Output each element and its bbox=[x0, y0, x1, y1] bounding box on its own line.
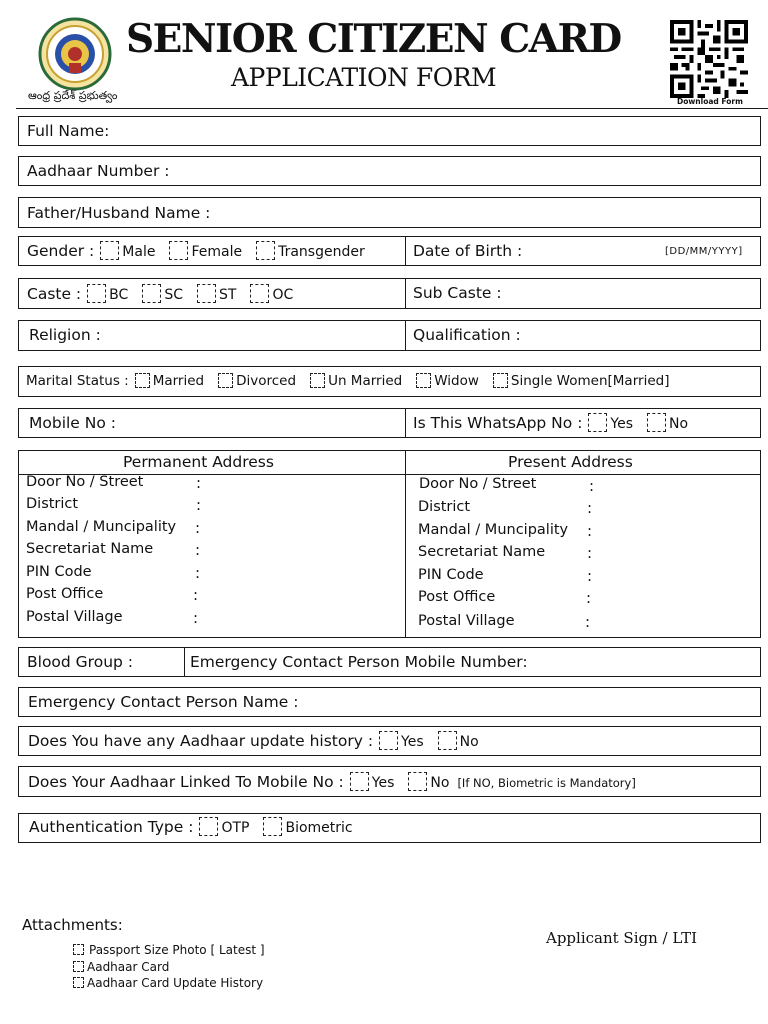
caste-sc-checkbox[interactable] bbox=[142, 284, 161, 303]
dob-label: Date of Birth : bbox=[413, 242, 523, 260]
permanent-colon: : bbox=[195, 519, 201, 537]
auth-type-label: Authentication Type : bbox=[29, 818, 194, 836]
marital-single-women-checkbox[interactable] bbox=[493, 373, 508, 388]
gender-group bbox=[27, 241, 365, 262]
applicant-sign-label: Applicant Sign / LTI bbox=[546, 929, 698, 947]
present-pin-label: PIN Code bbox=[418, 567, 484, 583]
blood-group-label: Blood Group : bbox=[27, 653, 134, 671]
permanent-mandal-label: Mandal / Muncipality bbox=[26, 519, 177, 535]
qr-code[interactable] bbox=[669, 20, 749, 98]
emergency-name-label: Emergency Contact Person Name : bbox=[28, 693, 299, 711]
auth-biometric-label: Biometric bbox=[285, 820, 353, 836]
qr-caption: Download Form bbox=[677, 97, 743, 106]
present-colon: : bbox=[587, 499, 593, 517]
marital-single-women-label: Single Women[Married] bbox=[510, 373, 670, 389]
gender-transgender-label: Transgender bbox=[278, 244, 365, 260]
aadhaar-linked-yes-checkbox[interactable] bbox=[350, 772, 369, 791]
marital-widow-checkbox[interactable] bbox=[416, 373, 431, 388]
gender-female-label: Female bbox=[191, 244, 243, 260]
emblem-caption: ఆంధ్ర ప్రదేశ్ ప్రభుత్వం bbox=[28, 89, 118, 102]
gender-female-checkbox[interactable] bbox=[169, 241, 188, 260]
aadhaar-linked-no-label: No bbox=[430, 775, 450, 791]
permanent-colon: : bbox=[195, 541, 201, 559]
permanent-colon: : bbox=[193, 586, 199, 604]
present-address-title: Present Address bbox=[508, 453, 633, 471]
whatsapp-yes-label: Yes bbox=[610, 416, 634, 432]
attachment-list bbox=[73, 942, 265, 992]
whatsapp-yes-checkbox[interactable] bbox=[588, 413, 607, 432]
attachment-aadhaar-checkbox[interactable] bbox=[73, 961, 84, 972]
whatsapp-group bbox=[413, 413, 688, 434]
aadhaar-update-yes-checkbox[interactable] bbox=[379, 731, 398, 750]
present-village-label: Postal Village bbox=[418, 613, 515, 629]
marital-status-group bbox=[26, 371, 669, 391]
present-door-no-label: Door No / Street bbox=[419, 476, 537, 492]
religion-label: Religion : bbox=[29, 326, 101, 344]
address-divider bbox=[405, 450, 406, 638]
attachment-aadhaar-label: Aadhaar Card bbox=[87, 959, 170, 974]
attachment-history-label: Aadhaar Card Update History bbox=[87, 976, 264, 990]
caste-oc-checkbox[interactable] bbox=[250, 284, 269, 303]
gender-male-checkbox[interactable] bbox=[100, 241, 119, 260]
header-divider bbox=[16, 108, 768, 109]
marital-married-checkbox[interactable] bbox=[135, 373, 150, 388]
attachment-photo-checkbox[interactable] bbox=[73, 944, 84, 955]
gender-dob-divider bbox=[405, 236, 406, 266]
qualification-label: Qualification : bbox=[413, 326, 521, 344]
present-post-office-label: Post Office bbox=[418, 589, 496, 605]
caste-oc-label: OC bbox=[272, 287, 294, 303]
whatsapp-no-checkbox[interactable] bbox=[647, 413, 666, 432]
aadhaar-update-no-label: No bbox=[459, 734, 479, 750]
marital-unmarried-label: Un Married bbox=[328, 373, 403, 389]
attachments-title: Attachments: bbox=[22, 916, 123, 934]
religion-row bbox=[18, 320, 761, 351]
caste-group bbox=[27, 284, 293, 305]
auth-biometric-checkbox[interactable] bbox=[263, 817, 282, 836]
father-husband-name-label: Father/Husband Name : bbox=[27, 204, 211, 222]
present-mandal-label: Mandal / Muncipality bbox=[418, 522, 569, 538]
permanent-district-label: District bbox=[26, 496, 79, 512]
auth-type-group bbox=[29, 817, 353, 838]
sub-caste-label: Sub Caste : bbox=[413, 284, 502, 302]
aadhaar-number-label: Aadhaar Number : bbox=[27, 162, 170, 180]
aadhaar-update-yes-label: Yes bbox=[401, 734, 424, 750]
mobile-label: Mobile No : bbox=[29, 414, 116, 432]
present-colon: : bbox=[586, 589, 592, 607]
caste-divider bbox=[405, 278, 406, 309]
mobile-divider bbox=[405, 408, 406, 438]
marital-widow-label: Widow bbox=[434, 373, 479, 389]
auth-otp-label: OTP bbox=[221, 820, 250, 836]
permanent-secretariat-label: Secretariat Name bbox=[26, 541, 154, 557]
permanent-address-title: Permanent Address bbox=[123, 453, 274, 471]
present-colon: : bbox=[587, 522, 593, 540]
present-colon: : bbox=[589, 477, 595, 495]
permanent-colon: : bbox=[196, 474, 202, 492]
present-district-label: District bbox=[418, 499, 471, 515]
marital-divorced-label: Divorced bbox=[236, 373, 297, 389]
permanent-village-label: Postal Village bbox=[26, 609, 123, 625]
aadhaar-linked-group bbox=[28, 772, 636, 793]
emergency-mobile-label: Emergency Contact Person Mobile Number: bbox=[190, 653, 528, 671]
attachment-item bbox=[73, 942, 265, 959]
permanent-pin-label: PIN Code bbox=[26, 564, 92, 580]
attachment-item bbox=[73, 959, 265, 976]
aadhaar-linked-no-checkbox[interactable] bbox=[408, 772, 427, 791]
marital-married-label: Married bbox=[152, 373, 205, 389]
attachment-history-checkbox[interactable] bbox=[73, 977, 84, 988]
aadhaar-update-label: Does You have any Aadhaar update history : bbox=[28, 732, 374, 750]
blood-group-divider bbox=[184, 647, 185, 677]
gender-transgender-checkbox[interactable] bbox=[256, 241, 275, 260]
aadhaar-linked-label: Does Your Aadhaar Linked To Mobile No : bbox=[28, 773, 344, 791]
caste-st-label: ST bbox=[218, 287, 237, 303]
caste-st-checkbox[interactable] bbox=[197, 284, 216, 303]
auth-otp-checkbox[interactable] bbox=[199, 817, 218, 836]
aadhaar-linked-note: [If NO, Biometric is Mandatory] bbox=[457, 776, 636, 790]
form-title: SENIOR CITIZEN CARD bbox=[126, 16, 621, 62]
marital-status-label: Marital Status : bbox=[26, 373, 129, 389]
aadhaar-linked-yes-label: Yes bbox=[371, 775, 395, 791]
caste-bc-checkbox[interactable] bbox=[87, 284, 106, 303]
attachment-item bbox=[73, 975, 265, 992]
permanent-door-no-label: Door No / Street bbox=[26, 474, 144, 490]
present-colon: : bbox=[585, 613, 591, 631]
dob-input[interactable] bbox=[540, 240, 660, 262]
whatsapp-no-label: No bbox=[669, 416, 689, 432]
dob-format-hint: [DD/MM/YYYY] bbox=[665, 246, 743, 257]
permanent-colon: : bbox=[196, 496, 202, 514]
present-colon: : bbox=[587, 567, 593, 585]
full-name-label: Full Name: bbox=[27, 122, 110, 140]
marital-unmarried-checkbox[interactable] bbox=[310, 373, 325, 388]
gender-label: Gender : bbox=[27, 242, 95, 260]
aadhaar-update-no-checkbox[interactable] bbox=[438, 731, 457, 750]
religion-divider bbox=[405, 320, 406, 351]
present-secretariat-label: Secretariat Name bbox=[418, 544, 546, 560]
form-subtitle: APPLICATION FORM bbox=[231, 63, 497, 92]
qr-code-icon bbox=[669, 20, 749, 98]
caste-label: Caste : bbox=[27, 285, 82, 303]
gender-male-label: Male bbox=[122, 244, 156, 260]
present-colon: : bbox=[587, 544, 593, 562]
permanent-colon: : bbox=[193, 609, 199, 627]
caste-bc-label: BC bbox=[109, 287, 129, 303]
state-emblem bbox=[38, 17, 112, 91]
caste-sc-label: SC bbox=[164, 287, 183, 303]
aadhaar-update-group bbox=[28, 731, 479, 752]
permanent-colon: : bbox=[195, 564, 201, 582]
marital-divorced-checkbox[interactable] bbox=[218, 373, 233, 388]
full-name-field[interactable] bbox=[18, 116, 761, 146]
whatsapp-label: Is This WhatsApp No : bbox=[413, 414, 583, 432]
attachment-photo-label: Passport Size Photo [ Latest ] bbox=[89, 943, 265, 957]
permanent-post-office-label: Post Office bbox=[26, 586, 104, 602]
emblem-icon bbox=[38, 17, 112, 91]
